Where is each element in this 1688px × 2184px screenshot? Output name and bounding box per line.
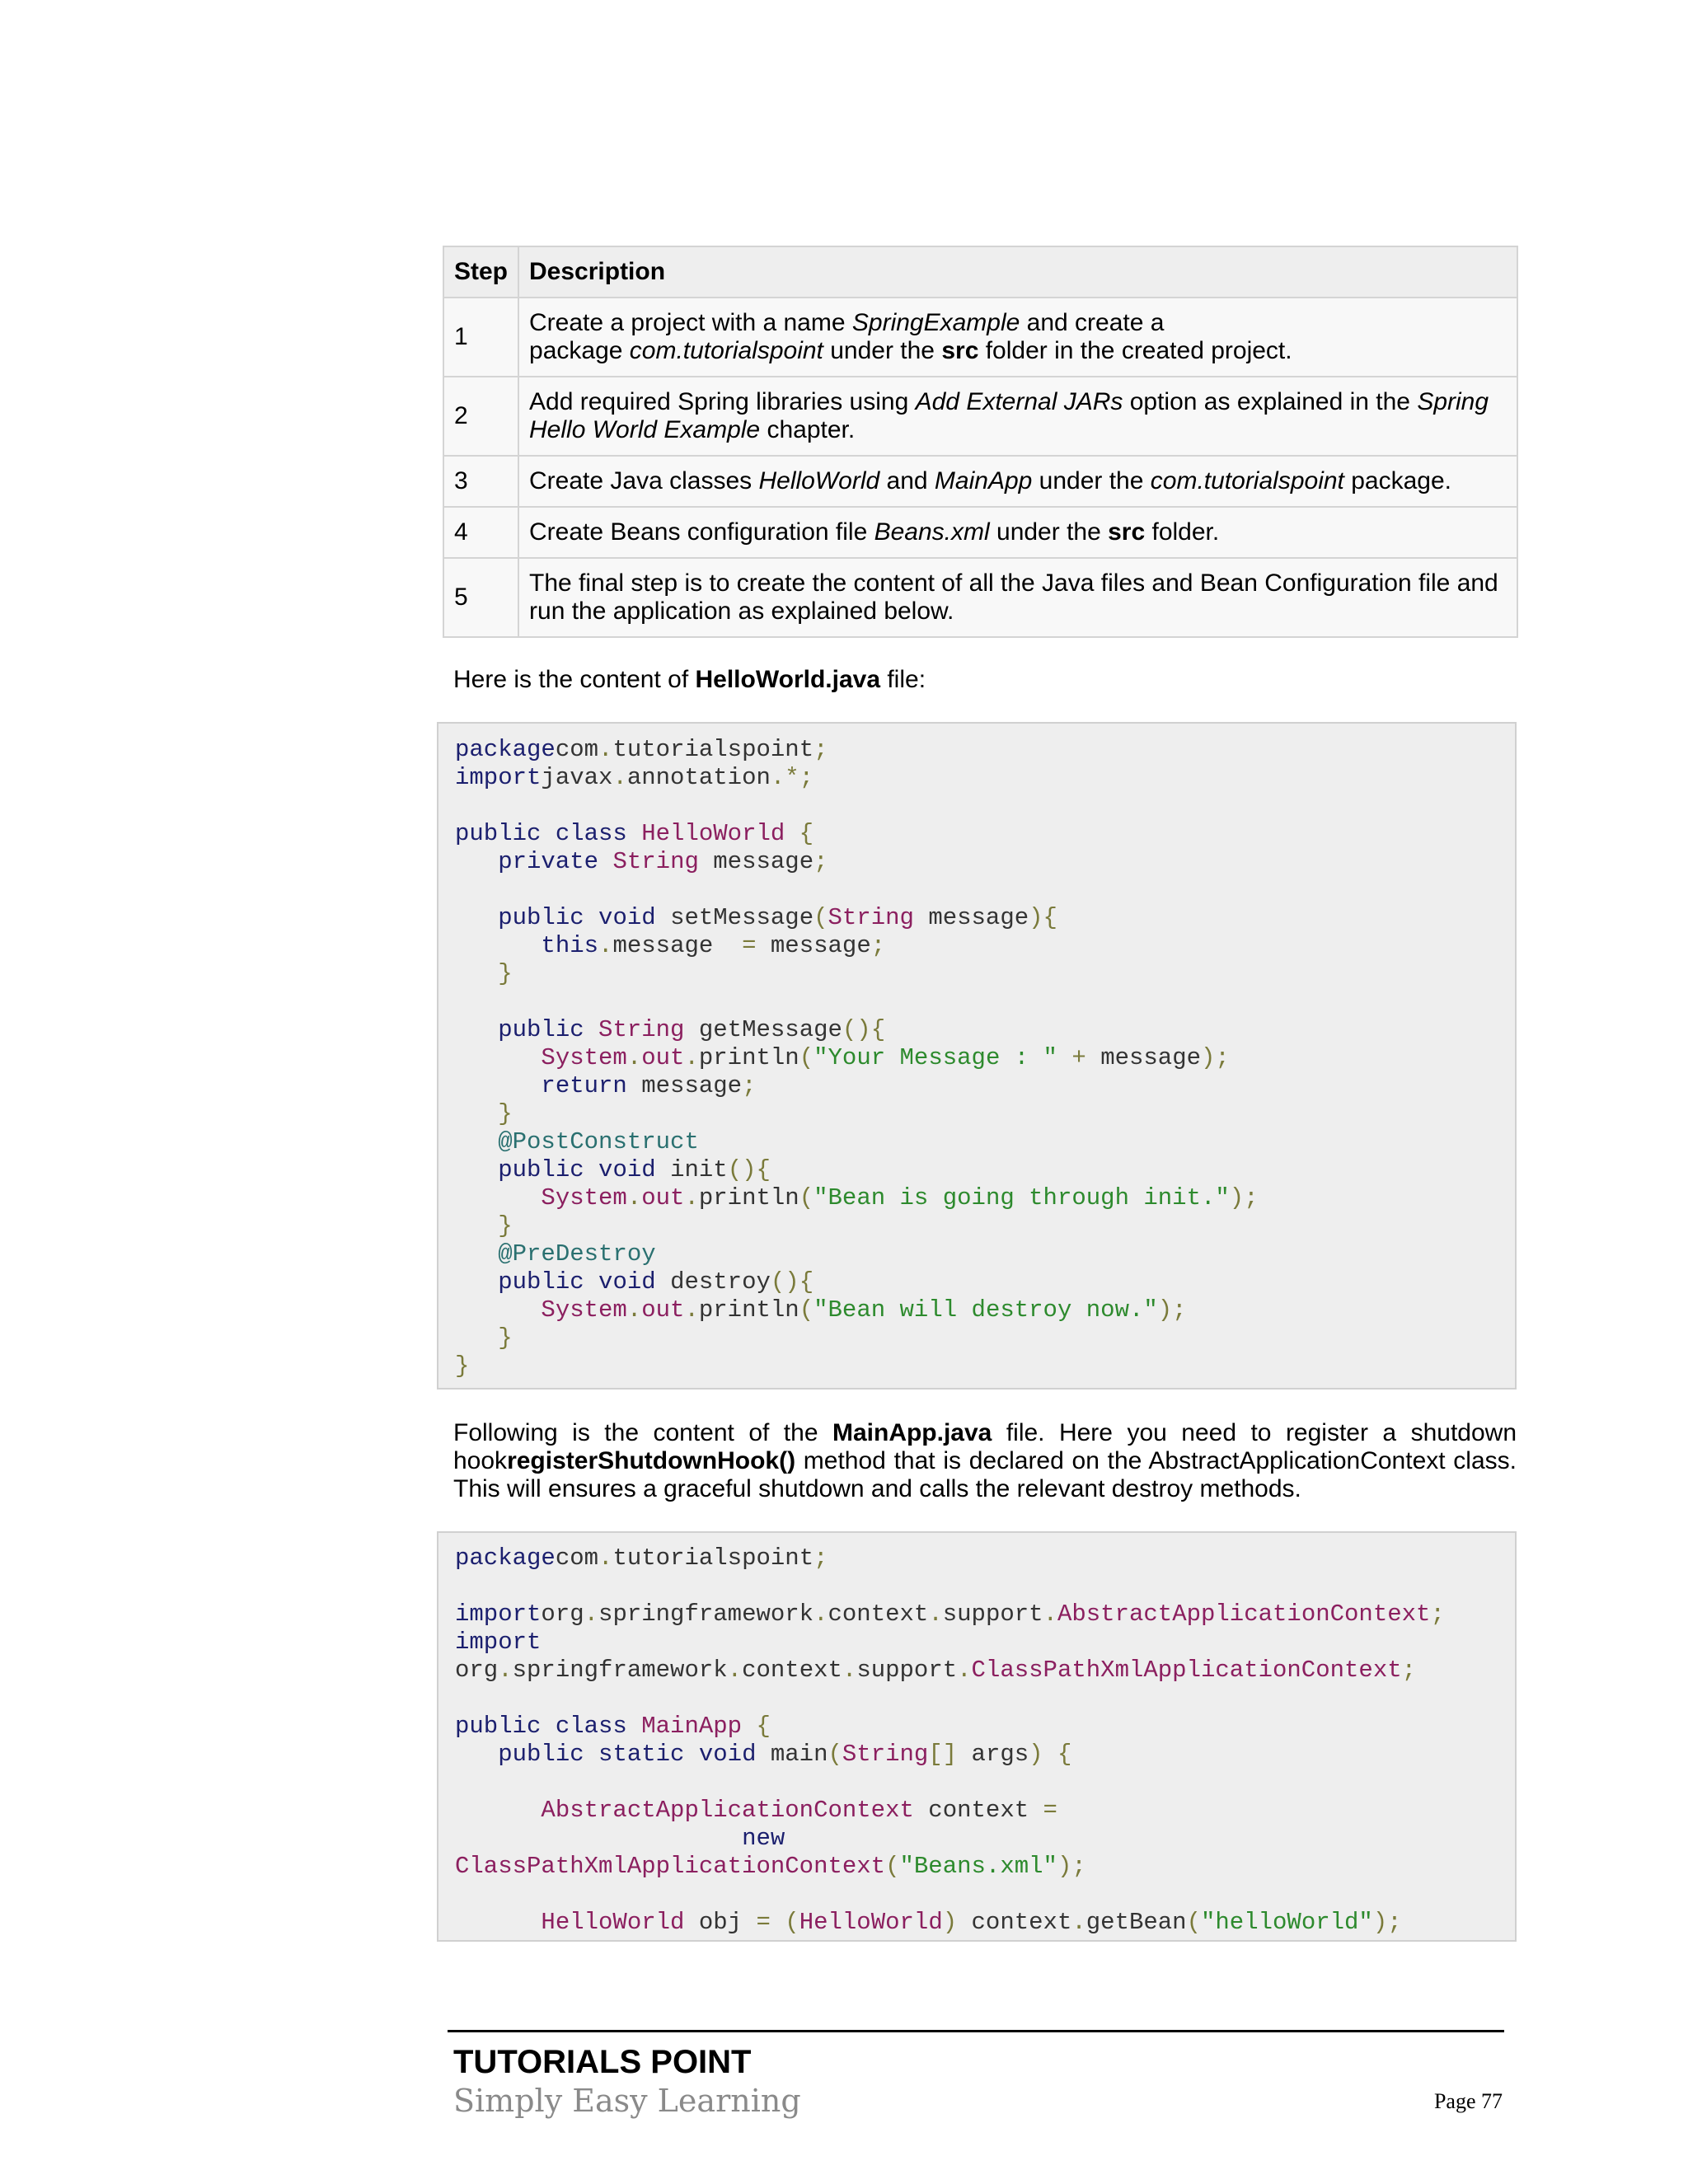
code-token [455, 904, 498, 931]
code-token: context [742, 1657, 842, 1684]
code-line [455, 932, 885, 959]
code-token: ; [814, 1544, 828, 1572]
code-line [455, 1629, 541, 1656]
code-token [455, 1100, 498, 1127]
description-text: MainApp [934, 467, 1033, 494]
code-token: { [742, 1713, 771, 1740]
para2-part2: file. Here you need to register a shutdown hook [453, 1419, 1517, 1474]
step-number: 3 [443, 456, 518, 507]
description-text: option as explained in the [1123, 388, 1418, 415]
code-token: "Bean is going through init." [814, 1184, 1230, 1212]
code-token: support [942, 1601, 1043, 1628]
code-token: tutorialspoint [612, 736, 814, 763]
code-line [455, 904, 1057, 931]
description-text: src [1108, 518, 1146, 546]
code-line [455, 1212, 513, 1240]
table-header-row [443, 246, 1517, 298]
code-token: System [541, 1044, 627, 1071]
code-token: @PreDestroy [498, 1240, 656, 1268]
description-text: under the [823, 337, 942, 364]
code-token: ); [1057, 1853, 1086, 1880]
code-token: (){ [842, 1016, 886, 1043]
code-token: String [612, 848, 699, 875]
code-token: ); [1229, 1184, 1259, 1212]
code-token [455, 848, 498, 875]
table-row [443, 298, 1517, 377]
code-token [455, 1240, 498, 1268]
code-token: destroy [670, 1268, 771, 1296]
code-token [455, 1184, 541, 1212]
description-text: folder in the created project. [978, 337, 1292, 364]
code-token: message [612, 932, 743, 959]
code-token: println [698, 1296, 799, 1324]
code-token [455, 1044, 541, 1071]
mainapp-intro [453, 1419, 1517, 1503]
code-token: import [455, 1601, 542, 1628]
para2-part1: Following is the content of the [453, 1419, 832, 1446]
steps-body [443, 298, 1517, 637]
code-token: ); [1157, 1296, 1187, 1324]
code-token: ( [885, 1853, 900, 1880]
code-token: new [742, 1825, 785, 1852]
code-token: ( [799, 1044, 814, 1071]
code-line [455, 1797, 1057, 1824]
description-text: package [529, 337, 630, 364]
code-token: . [626, 1044, 642, 1071]
description-text: and create a [1020, 309, 1165, 336]
code-token: println [698, 1044, 799, 1071]
code-token [455, 932, 541, 959]
header-step: Step [443, 246, 518, 298]
code-token: javax [541, 764, 613, 791]
description-text: Create Java classes [529, 467, 759, 494]
code-token: { [785, 820, 814, 847]
code-token: tutorialspoint [612, 1544, 814, 1572]
code-token: ( [799, 1296, 814, 1324]
code-token: ( [828, 1741, 842, 1768]
code-token: . [498, 1657, 513, 1684]
code-token: . [957, 1657, 972, 1684]
code-token: ClassPathXmlApplicationContext [971, 1657, 1402, 1684]
intro-filename: HelloWorld.java [695, 666, 881, 693]
code-token: import [455, 1629, 542, 1656]
step-description [518, 558, 1517, 637]
code-token: out [641, 1296, 685, 1324]
code-token: ; [1430, 1601, 1445, 1628]
code-token: public class [455, 1713, 642, 1740]
code-token: AbstractApplicationContext [541, 1797, 914, 1824]
code-token: String [828, 904, 914, 931]
code-token: public static void [498, 1741, 771, 1768]
code-token: context [828, 1601, 929, 1628]
code-token: String [598, 1016, 685, 1043]
code-token: springframework [598, 1601, 814, 1628]
intro-prefix: Here is the content of [453, 666, 696, 693]
code-line [455, 1100, 513, 1127]
code-token: . [598, 1544, 613, 1572]
code-token: HelloWorld [541, 1909, 685, 1936]
code-token: } [455, 1352, 470, 1380]
code-token [455, 1324, 498, 1352]
table-row [443, 456, 1517, 507]
code-token: "Beans.xml" [899, 1853, 1057, 1880]
code-token: = [1043, 1797, 1057, 1824]
code-token [455, 1016, 498, 1043]
step-number: 2 [443, 377, 518, 456]
para2-method: registerShutdownHook() [507, 1447, 796, 1474]
description-text: com.tutorialspoint [629, 337, 823, 364]
code-token: . [684, 1296, 699, 1324]
code-token: return [541, 1072, 627, 1099]
code-line [455, 1156, 771, 1183]
code-token: setMessage [670, 904, 814, 931]
code-token [455, 1797, 541, 1824]
code-token: . [1043, 1601, 1057, 1628]
code-line [455, 820, 814, 847]
footer-brand: TUTORIALS POINT [453, 2044, 752, 2080]
code-token: ) { [1029, 1741, 1072, 1768]
code-line [455, 848, 828, 875]
code-token: out [641, 1044, 685, 1071]
code-token: . [598, 736, 613, 763]
helloworld-code-block [437, 722, 1517, 1390]
code-token: ); [1372, 1909, 1402, 1936]
code-token: ; [814, 736, 828, 763]
code-token: . [684, 1184, 699, 1212]
code-token: . [1071, 1909, 1086, 1936]
step-description [518, 456, 1517, 507]
code-token: message [756, 932, 871, 959]
code-token: package [455, 736, 556, 763]
code-token: ){ [1029, 904, 1057, 931]
code-token: "helloWorld" [1201, 1909, 1373, 1936]
code-token: . [584, 1601, 599, 1628]
code-line [455, 1825, 785, 1852]
code-token: } [498, 1212, 513, 1240]
code-token: "Your Message : " [814, 1044, 1057, 1071]
code-token: context [913, 1797, 1043, 1824]
code-token: (){ [727, 1156, 771, 1183]
code-token: System [541, 1296, 627, 1324]
description-text: src [941, 337, 979, 364]
description-text: under the [1032, 467, 1151, 494]
code-token: com [555, 736, 599, 763]
para2-filename: MainApp.java [832, 1419, 992, 1446]
code-token: springframework [512, 1657, 728, 1684]
code-token: message [1100, 1044, 1202, 1071]
code-line [455, 1909, 1402, 1936]
step-description [518, 298, 1517, 377]
description-text: under the [989, 518, 1109, 546]
code-token [455, 1128, 498, 1155]
table-row [443, 377, 1517, 456]
code-line [455, 1240, 656, 1268]
code-token [455, 1909, 541, 1936]
code-line [455, 1601, 1445, 1628]
code-token: obj [684, 1909, 757, 1936]
code-token: } [498, 960, 513, 987]
code-line [455, 1268, 814, 1296]
code-token [455, 960, 498, 987]
code-token: public void [498, 904, 671, 931]
code-token: = ( [756, 1909, 799, 1936]
code-token: . [598, 932, 613, 959]
code-token: [] [928, 1741, 958, 1768]
step-number: 4 [443, 507, 518, 558]
code-token: ( [814, 904, 828, 931]
code-line [455, 1544, 828, 1572]
code-token: HelloWorld [641, 820, 785, 847]
table-row [443, 507, 1517, 558]
code-token: message [626, 1072, 743, 1099]
helloworld-code [438, 724, 1515, 1380]
step-number: 1 [443, 298, 518, 377]
code-line [455, 960, 513, 987]
code-line [455, 1657, 1416, 1684]
code-token: import [455, 764, 542, 791]
code-token: ; [814, 848, 828, 875]
code-line [455, 1016, 885, 1043]
code-token: context [957, 1909, 1072, 1936]
code-token: ; [1401, 1657, 1417, 1684]
code-token: org [455, 1657, 499, 1684]
code-token: package [455, 1544, 556, 1572]
code-token: . [684, 1044, 699, 1071]
code-token: org [541, 1601, 584, 1628]
code-token: . [814, 1601, 828, 1628]
code-token: (){ [770, 1268, 814, 1296]
code-line [455, 1296, 1187, 1324]
code-token: . [612, 764, 627, 791]
description-text: chapter. [760, 416, 856, 443]
code-line [455, 1352, 469, 1380]
code-token: . [727, 1657, 743, 1684]
code-token: public class [455, 820, 642, 847]
code-token: . [626, 1296, 642, 1324]
code-token: private [498, 848, 613, 875]
code-token: ( [799, 1184, 814, 1212]
code-token: ; [742, 1072, 757, 1099]
code-token [455, 1825, 742, 1852]
code-line [455, 1128, 699, 1155]
code-token: out [641, 1184, 685, 1212]
code-token: "Bean will destroy now." [814, 1296, 1158, 1324]
description-text: folder. [1145, 518, 1220, 546]
footer-rule [448, 2030, 1504, 2032]
code-line [455, 1741, 1071, 1768]
code-line [455, 736, 828, 763]
steps-table [443, 246, 1518, 638]
code-token [455, 1741, 498, 1768]
code-token: . [842, 1657, 857, 1684]
code-token: @PostConstruct [498, 1128, 699, 1155]
code-line [455, 1072, 756, 1099]
code-token: ) [942, 1909, 958, 1936]
description-text: com.tutorialspoint [1150, 467, 1344, 494]
code-token: this [541, 932, 599, 959]
footer-tagline: Simply Easy Learning [453, 2083, 801, 2119]
code-token: support [856, 1657, 958, 1684]
code-token: . [928, 1601, 943, 1628]
code-token [455, 1156, 498, 1183]
code-line [455, 1184, 1259, 1212]
code-token: init [670, 1156, 728, 1183]
code-token: String [842, 1741, 929, 1768]
step-description [518, 507, 1517, 558]
code-token: .*; [770, 764, 814, 791]
description-text: HelloWorld [758, 467, 880, 494]
description-text: The final step is to create the content of all the Java files and Bean Configuration file and run the application as explained below. [529, 569, 1498, 625]
table-row [443, 558, 1517, 637]
description-text: Add required Spring libraries using [529, 388, 916, 415]
code-line [455, 1324, 513, 1352]
code-token: public [498, 1016, 599, 1043]
code-token: getBean [1085, 1909, 1187, 1936]
code-token: com [555, 1544, 599, 1572]
code-token: } [498, 1324, 513, 1352]
code-token: public void [498, 1156, 671, 1183]
code-token: . [626, 1184, 642, 1212]
description-text: Add External JARs [915, 388, 1123, 415]
code-token: message [698, 848, 814, 875]
page-number: Page 77 [1433, 2089, 1503, 2113]
description-text: Beans.xml [874, 518, 990, 546]
code-token: message [913, 904, 1029, 931]
code-token: public void [498, 1268, 671, 1296]
step-number: 5 [443, 558, 518, 637]
code-token: } [498, 1100, 513, 1127]
description-text: Create a project with a name [529, 309, 852, 336]
code-token: + [1057, 1044, 1101, 1071]
code-token: getMessage [684, 1016, 842, 1043]
mainapp-code-block [437, 1531, 1517, 1942]
code-token [455, 1072, 541, 1099]
code-line [455, 1713, 771, 1740]
para2-part3: method that is declared on the AbstractApplicationContext class. This will ensures a graceful shutdown and calls the relevant destroy methods. [453, 1447, 1517, 1502]
description-text: SpringExample [851, 309, 1020, 336]
description-text: Spring Hello World Example [529, 388, 1489, 443]
helloworld-intro [453, 666, 1517, 694]
code-token: ); [1201, 1044, 1230, 1071]
description-text: package. [1343, 467, 1451, 494]
code-token: ClassPathXmlApplicationContext [455, 1853, 886, 1880]
code-token: main [770, 1741, 828, 1768]
code-token: System [541, 1184, 627, 1212]
code-token: args [957, 1741, 1029, 1768]
mainapp-code [438, 1533, 1515, 1937]
description-text: and [879, 467, 935, 494]
code-token: println [698, 1184, 799, 1212]
code-token [455, 1212, 498, 1240]
code-token: ( [1186, 1909, 1201, 1936]
step-description [518, 377, 1517, 456]
code-token [455, 1268, 498, 1296]
code-token [455, 1296, 541, 1324]
intro-suffix: file: [880, 666, 926, 693]
code-line [455, 1044, 1230, 1071]
code-line [455, 1853, 1086, 1880]
code-token: AbstractApplicationContext [1057, 1601, 1431, 1628]
header-description: Description [518, 246, 1517, 298]
code-token: MainApp [641, 1713, 743, 1740]
code-token: HelloWorld [799, 1909, 943, 1936]
code-token: annotation [626, 764, 771, 791]
code-token: = [742, 932, 757, 959]
code-token: ; [870, 932, 886, 959]
description-text: Create Beans configuration file [529, 518, 874, 546]
code-line [455, 764, 814, 791]
